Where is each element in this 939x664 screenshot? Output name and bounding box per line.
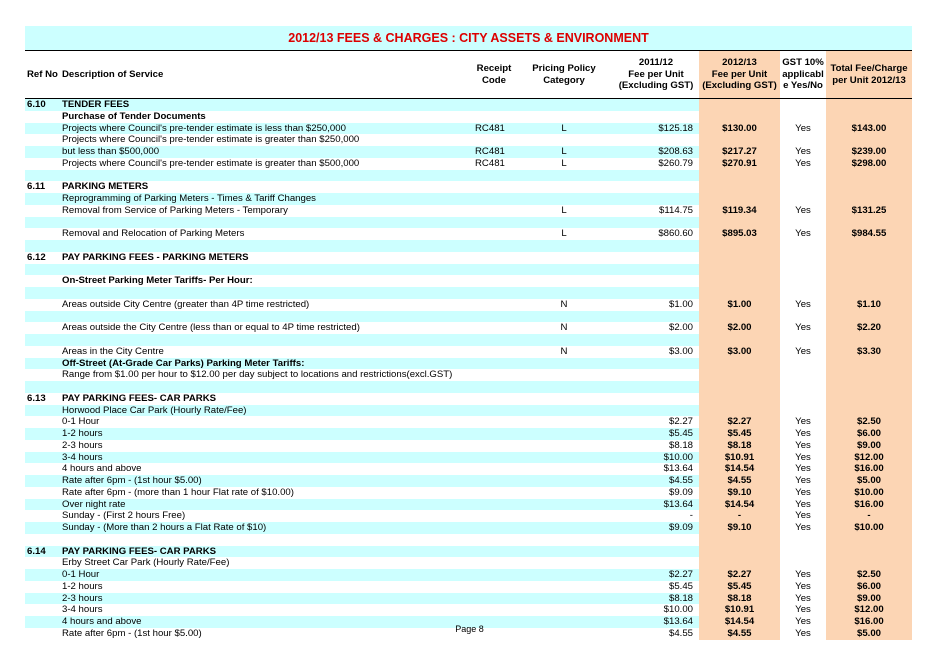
fee-2012: $1.00: [727, 298, 752, 310]
service-description: Removal from Service of Parking Meters - Temporary: [62, 204, 288, 216]
gst-applicable: Yes: [795, 439, 811, 451]
header-fee-2012: 2012/13 Fee per Unit (Excluding GST): [702, 57, 777, 92]
gst-applicable: Yes: [795, 451, 811, 463]
fee-2011: $860.60: [658, 228, 693, 240]
table-row: [25, 393, 912, 405]
fee-2011: $4.55: [668, 475, 693, 486]
gst-applicable: Yes: [795, 522, 811, 533]
service-description: 2-3 hours: [62, 439, 103, 451]
total-fee: $5.00: [856, 475, 881, 486]
fee-2012: $14.54: [724, 498, 755, 510]
gst-applicable: Yes: [795, 604, 811, 616]
service-description: TENDER FEES: [62, 99, 130, 110]
total-fee: $16.00: [854, 616, 884, 627]
total-fee: $6.00: [856, 580, 881, 592]
fee-2011: $208.63: [658, 146, 693, 157]
fee-2012: $119.34: [722, 204, 757, 216]
table-row: [25, 123, 912, 135]
fee-2012: $895.03: [722, 228, 757, 240]
table-row: [25, 346, 912, 358]
fee-sheet: [25, 26, 912, 640]
fee-2011: $9.09: [668, 486, 693, 498]
pricing-category: L: [561, 228, 567, 240]
table-row: [25, 475, 912, 487]
fee-2012: $217.27: [722, 146, 757, 157]
pricing-category: N: [560, 345, 568, 357]
gst-applicable: Yes: [795, 592, 811, 604]
gst-applicable: Yes: [795, 580, 811, 592]
fee-2012: $14.54: [724, 616, 755, 627]
table-row: [25, 334, 912, 346]
table-row: [25, 217, 912, 229]
table-row: [25, 369, 912, 381]
service-description: Sunday - (More than 2 hours a Flat Rate of $10): [62, 522, 267, 533]
table-row: [25, 452, 912, 464]
total-fee: $9.00: [856, 592, 881, 604]
receipt-code: RC481: [475, 157, 505, 169]
header-fee-2011: 2011/12 Fee per Unit (Excluding GST): [618, 57, 694, 92]
fee-2012: $2.27: [727, 569, 752, 580]
header-ref: Ref No: [27, 68, 58, 80]
gst-applicable: Yes: [795, 569, 811, 580]
table-row: [25, 181, 912, 193]
table-row: [25, 593, 912, 605]
gst-applicable: Yes: [795, 204, 811, 216]
fee-2012: $9.10: [727, 486, 752, 498]
header-description: Description of Service: [62, 68, 164, 80]
service-description: but less than $500,000: [62, 146, 160, 157]
table-row: [25, 522, 912, 534]
service-description: Horwood Place Car Park (Hourly Rate/Fee): [62, 404, 247, 416]
total-fee: $3.30: [856, 345, 881, 357]
gst-applicable: Yes: [795, 322, 811, 334]
pricing-category: L: [561, 204, 567, 216]
fee-2012: $4.55: [727, 627, 752, 639]
fee-2011: -: [689, 510, 693, 522]
fee-2012: -: [737, 510, 742, 522]
table-row: [25, 111, 912, 123]
gst-applicable: Yes: [795, 428, 811, 439]
table-row: [25, 604, 912, 616]
receipt-code: RC481: [475, 122, 505, 134]
table-row: [25, 193, 912, 205]
service-description: On-Street Parking Meter Tariffs- Per Hour:: [62, 275, 253, 287]
fee-2011: $1.00: [668, 298, 693, 310]
fee-2011: $13.64: [663, 463, 693, 475]
table-row: [25, 487, 912, 499]
service-description: 4 hours and above: [62, 616, 142, 627]
gst-applicable: Yes: [795, 463, 811, 475]
gst-applicable: Yes: [795, 146, 811, 157]
service-description: 0-1 Hour: [62, 569, 100, 580]
table-row: [25, 252, 912, 264]
service-description: Projects where Council's pre-tender estimate is greater than $500,000: [62, 157, 360, 169]
fee-2012: $9.10: [727, 522, 752, 533]
table-row: [25, 499, 912, 511]
header-gst: GST 10% applicabl e Yes/No: [782, 57, 824, 92]
service-description: Reprogramming of Parking Meters - Times & Tariff Changes: [62, 193, 316, 204]
table-row: [25, 228, 912, 240]
table-row: [25, 463, 912, 475]
fee-2011: $10.00: [663, 451, 693, 463]
service-description: Range from $1.00 per hour to $12.00 per day subject to locations and restrictions(excl.GST): [62, 369, 453, 381]
gst-applicable: Yes: [795, 345, 811, 357]
gst-applicable: Yes: [795, 298, 811, 310]
pricing-category: L: [561, 157, 567, 169]
service-description: PAY PARKING FEES - PARKING METERS: [62, 251, 249, 263]
fee-2012: $270.91: [722, 157, 757, 169]
fee-2011: $13.64: [663, 498, 693, 510]
table-row: [25, 170, 912, 182]
gst-applicable: Yes: [795, 616, 811, 627]
fee-2011: $2.27: [668, 569, 693, 580]
total-fee: $9.00: [856, 439, 881, 451]
total-fee: $984.55: [851, 228, 887, 240]
fee-2011: $4.55: [668, 627, 693, 639]
table-row: [25, 275, 912, 287]
gst-applicable: Yes: [795, 498, 811, 510]
table-row: [25, 311, 912, 323]
fee-2011: $8.18: [668, 439, 693, 451]
table-row: [25, 322, 912, 334]
total-fee: $10.00: [854, 522, 884, 533]
total-fee: $12.00: [854, 604, 884, 616]
service-description: Rate after 6pm - (1st hour $5.00): [62, 475, 202, 486]
fee-2011: $10.00: [663, 604, 693, 616]
service-description: PAY PARKING FEES- CAR PARKS: [62, 392, 217, 404]
total-fee: $298.00: [851, 157, 887, 169]
table-header: [25, 51, 912, 99]
table-row: [25, 581, 912, 593]
service-description: Rate after 6pm - (1st hour $5.00): [62, 627, 202, 639]
service-description: Removal and Relocation of Parking Meters: [62, 228, 245, 240]
table-row: [25, 440, 912, 452]
fee-2012: $130.00: [722, 122, 757, 134]
table-row: [25, 99, 912, 111]
total-fee: $5.00: [856, 627, 881, 639]
service-description: Over night rate: [62, 498, 126, 510]
table-row: [25, 264, 912, 276]
header-total: Total Fee/Charge per Unit 2012/13: [830, 63, 908, 86]
total-fee: $2.20: [856, 322, 881, 334]
service-description: Areas outside City Centre (greater than 4P time restricted): [62, 298, 310, 310]
ref-no: 6.12: [27, 251, 46, 263]
pricing-category: L: [561, 146, 567, 157]
service-description: Areas in the City Centre: [62, 345, 164, 357]
fee-2012: $5.45: [727, 580, 752, 592]
ref-no: 6.11: [27, 181, 46, 193]
table-row: [25, 240, 912, 252]
table-row: [25, 158, 912, 170]
fee-2011: $125.18: [658, 122, 693, 134]
service-description: Projects where Council's pre-tender estimate is greater than $250,000: [62, 134, 360, 146]
fee-2011: $5.45: [668, 428, 693, 439]
total-fee: $131.25: [851, 204, 887, 216]
pricing-category: L: [561, 122, 567, 134]
header-receipt-code: Receipt Code: [476, 63, 512, 86]
gst-applicable: Yes: [795, 416, 811, 428]
service-description: 2-3 hours: [62, 592, 103, 604]
ref-no: 6.10: [27, 99, 46, 110]
table-row: [25, 358, 912, 370]
service-description: 1-2 hours: [62, 428, 103, 439]
service-description: PAY PARKING FEES- CAR PARKS: [62, 545, 217, 557]
total-fee: $1.10: [856, 298, 881, 310]
gst-applicable: Yes: [795, 627, 811, 639]
service-description: Areas outside the City Centre (less than or equal to 4P time restricted): [62, 322, 360, 334]
service-description: Erby Street Car Park (Hourly Rate/Fee): [62, 557, 230, 569]
table-row: [25, 299, 912, 311]
gst-applicable: Yes: [795, 228, 811, 240]
fee-2011: $9.09: [668, 522, 693, 533]
table-row: [25, 569, 912, 581]
fee-2012: $8.18: [727, 439, 752, 451]
service-description: 3-4 hours: [62, 451, 103, 463]
table-row: [25, 205, 912, 217]
gst-applicable: Yes: [795, 475, 811, 486]
pricing-category: N: [560, 298, 568, 310]
fee-2011: $5.45: [668, 580, 693, 592]
total-fee: $2.50: [856, 416, 881, 428]
total-fee: $10.00: [854, 486, 884, 498]
gst-applicable: Yes: [795, 486, 811, 498]
page-title: 2012/13 FEES & CHARGES : CITY ASSETS & ENVIRONMENT: [25, 26, 912, 51]
fee-table-body: [25, 99, 912, 640]
service-description: Off-Street (At-Grade Car Parks) Parking Meter Tariffs:: [62, 357, 305, 369]
total-fee: $143.00: [851, 122, 887, 134]
table-row: [25, 146, 912, 158]
table-row: [25, 381, 912, 393]
total-fee: $239.00: [851, 146, 887, 157]
total-fee: $16.00: [854, 463, 884, 475]
service-description: Purchase of Tender Documents: [62, 110, 206, 122]
total-fee: $12.00: [854, 451, 884, 463]
fee-2011: $3.00: [668, 345, 693, 357]
fee-2011: $2.00: [668, 322, 693, 334]
pricing-category: N: [560, 322, 568, 334]
gst-applicable: Yes: [795, 122, 811, 134]
fee-2011: $114.75: [659, 204, 693, 216]
receipt-code: RC481: [475, 146, 505, 157]
gst-applicable: Yes: [795, 510, 811, 522]
service-description: 1-2 hours: [62, 580, 103, 592]
table-row: [25, 546, 912, 558]
total-fee: $2.50: [856, 569, 881, 580]
ref-no: 6.14: [27, 545, 46, 557]
fee-2012: $8.18: [727, 592, 752, 604]
total-fee: $16.00: [854, 498, 884, 510]
fee-2012: $4.55: [727, 475, 752, 486]
total-fee: $6.00: [856, 428, 881, 439]
total-fee: -: [867, 510, 871, 522]
table-row: [25, 534, 912, 546]
fee-2012: $10.91: [724, 604, 755, 616]
gst-applicable: Yes: [795, 157, 811, 169]
table-row: [25, 287, 912, 299]
page-number: Page 8: [455, 624, 484, 634]
table-row: [25, 405, 912, 417]
ref-no: 6.13: [27, 392, 46, 404]
table-row: [25, 134, 912, 146]
fee-2012: $5.45: [727, 428, 752, 439]
service-description: 4 hours and above: [62, 463, 142, 475]
table-row: [25, 428, 912, 440]
service-description: 3-4 hours: [62, 604, 103, 616]
fee-2011: $8.18: [668, 592, 693, 604]
table-row: [25, 416, 912, 428]
service-description: PARKING METERS: [62, 181, 149, 193]
service-description: Sunday - (First 2 hours Free): [62, 510, 186, 522]
service-description: 0-1 Hour: [62, 416, 100, 428]
fee-2012: $2.00: [727, 322, 752, 334]
fee-2012: $10.91: [724, 451, 755, 463]
fee-2012: $3.00: [727, 345, 752, 357]
fee-2012: $2.27: [727, 416, 752, 428]
table-row: [25, 510, 912, 522]
service-description: Rate after 6pm - (more than 1 hour Flat rate of $10.00): [62, 486, 294, 498]
fee-2012: $14.54: [724, 463, 755, 475]
fee-2011: $260.79: [658, 157, 693, 169]
header-pricing-category: Pricing Policy Category: [532, 63, 596, 86]
fee-2011: $2.27: [668, 416, 693, 428]
table-row: [25, 557, 912, 569]
service-description: Projects where Council's pre-tender estimate is less than $250,000: [62, 122, 346, 134]
fee-2011: $13.64: [663, 616, 693, 627]
